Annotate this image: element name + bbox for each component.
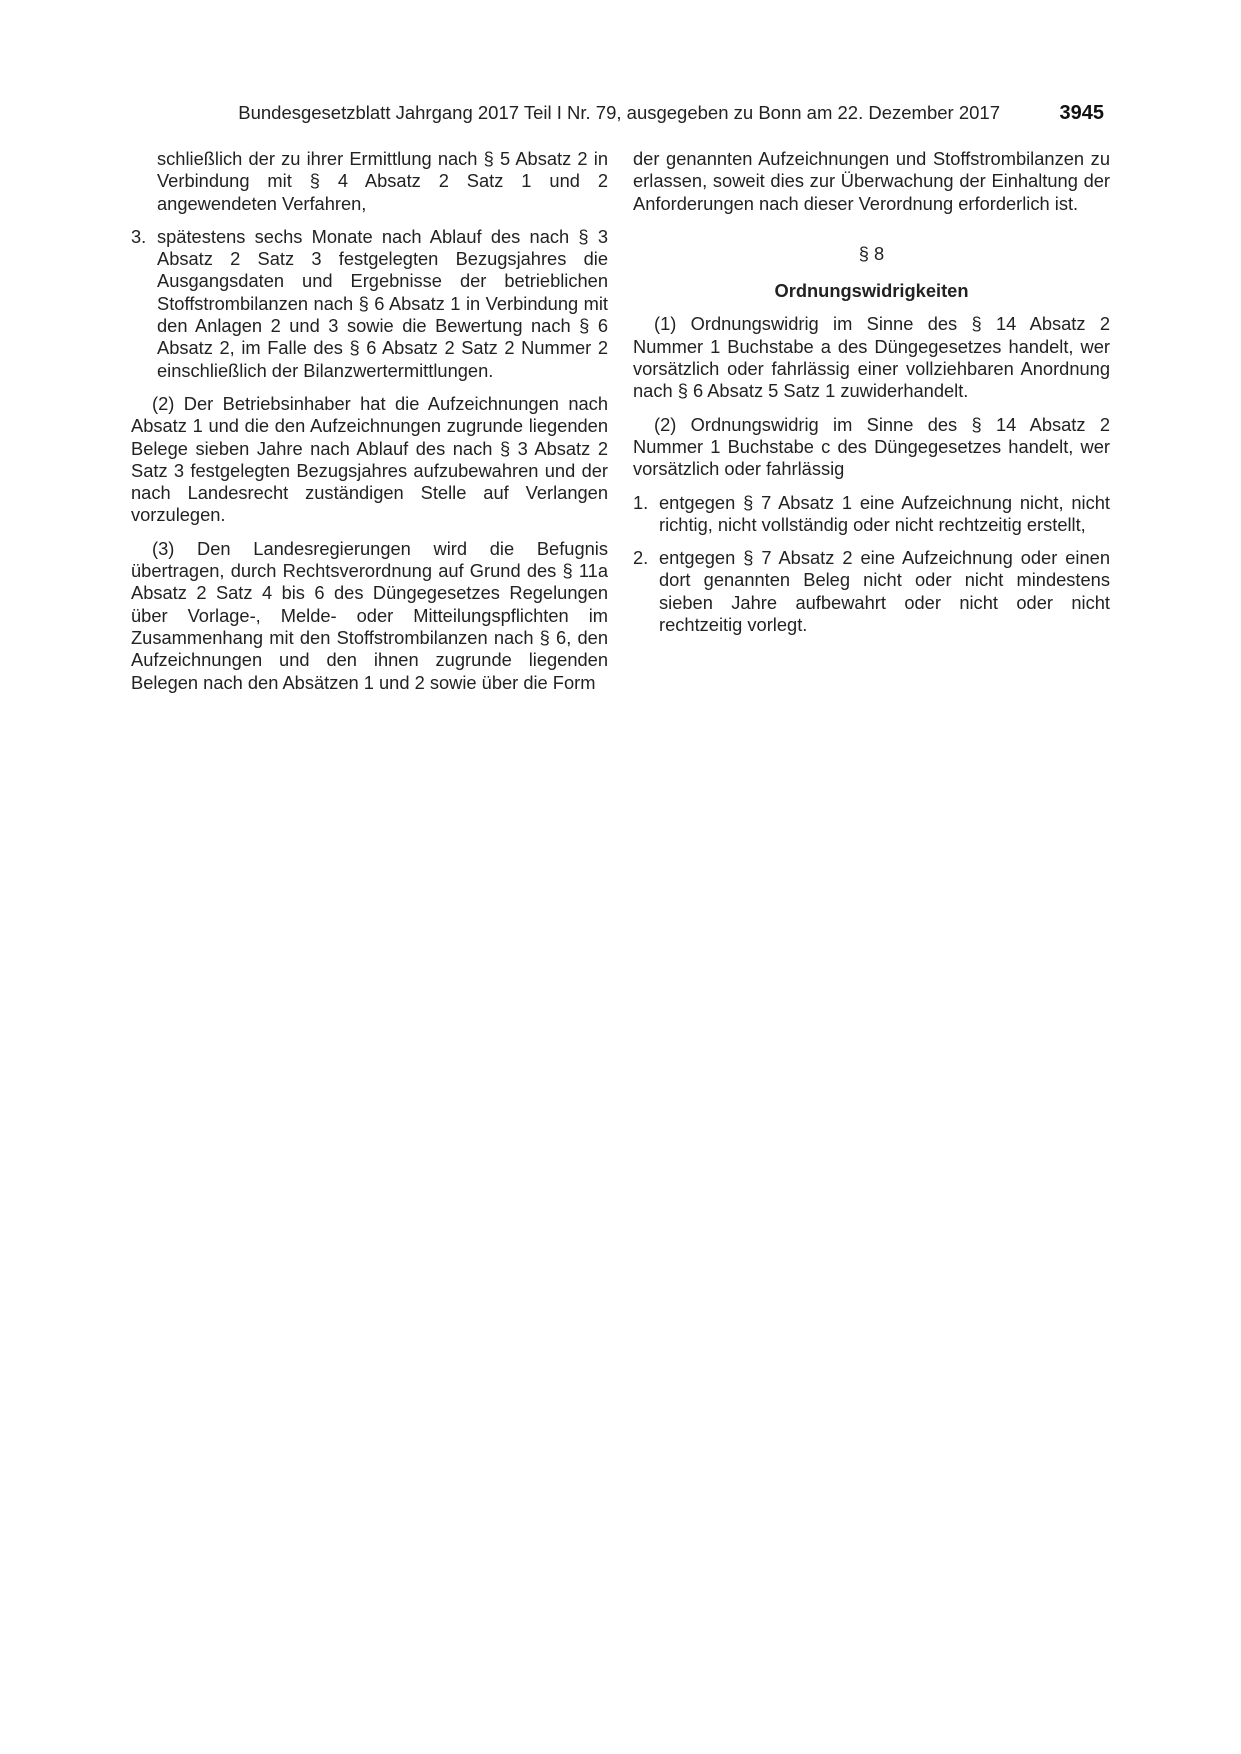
section-heading: Ordnungswidrigkeiten xyxy=(774,280,969,302)
list-item-text: spätestens sechs Monate nach Ablauf des nach § 3 Absatz 2 Satz 3 festgelegten Bezugsjahres die Ausgangsdaten und Ergebnisse der betrieblichen Stoffstrombilanzen nach § 6 Absatz 1 in Verbindung mit den Anlagen 2 und 3 sowie die Bewertung nach § 6 Absatz 2, im Falle des § 6 Absatz 2 Satz 2 Nummer 2 einschließlich der Bilanzwertermittlungen. xyxy=(157,225,608,381)
gazette-title: Bundesgesetzblatt Jahrgang 2017 Teil I Nr. 79, ausgegeben zu Bonn am 22. Dezember 2017 xyxy=(238,102,1000,123)
page-number: 3945 xyxy=(1059,102,1104,124)
paragraph-2: (2) Der Betriebsinhaber hat die Aufzeichnungen nach Absatz 1 und die den Aufzeichnungen zugrunde liegenden Belege sieben Jahre nach Ablauf des nach § 3 Absatz 2 Satz 3 festgelegten Bezugsjahres aufzubewahren und der nach Landesrecht zuständigen Stelle auf Verlangen vorzulegen. xyxy=(131,392,608,526)
paragraph-2: (2) Ordnungswidrig im Sinne des § 14 Absatz 2 Nummer 1 Buchstabe c des Düngegesetzes handelt, wer vorsätzlich oder fahrlässig xyxy=(633,413,1110,480)
right-column xyxy=(633,148,1110,636)
list-item-text: entgegen § 7 Absatz 2 eine Aufzeichnung oder einen dort genannten Beleg nicht oder nicht mindestens sieben Jahre aufbewahrt oder nicht oder nicht rechtzeitig vorlegt. xyxy=(659,547,1110,636)
paragraph-3: (3) Den Landesregierungen wird die Befugnis übertragen, durch Rechtsverordnung auf Grund des § 11a Absatz 2 Satz 4 bis 6 des Düngegesetzes Regelungen über Vorlage-, Melde- oder Mitteilungspflichten im Zusammenhang mit den Stoffstrombilanzen nach § 6, den Aufzeichnungen und den ihnen zugrunde liegenden Belegen nach den Absätzen 1 und 2 sowie über die Form xyxy=(131,537,608,693)
list-item-number: 3. xyxy=(131,225,147,247)
section-number: § 8 xyxy=(858,242,885,264)
page-header xyxy=(0,100,1241,126)
list-item-2 xyxy=(633,547,1110,636)
list-item-number: 2. xyxy=(633,547,649,569)
paragraph-1: (1) Ordnungswidrig im Sinne des § 14 Absatz 2 Nummer 1 Buchstabe a des Düngegesetzes handelt, wer vorsätzlich oder fahrlässig einer vollziehbaren Anordnung nach § 6 Absatz 5 Satz 1 zuwiderhandelt. xyxy=(633,313,1110,402)
list-item-3 xyxy=(131,226,608,382)
list-item-text: entgegen § 7 Absatz 1 eine Aufzeichnung nicht, nicht richtig, nicht vollständig oder nicht rechtzeitig erstellt, xyxy=(659,491,1110,535)
list-item-number: 1. xyxy=(633,491,649,513)
list-item-1 xyxy=(633,492,1110,537)
paragraph-continuation: der genannten Aufzeichnungen und Stoffstrombilanzen zu erlassen, soweit dies zur Überwachung der Einhaltung der Anforderungen nach dieser Verordnung erforderlich ist. xyxy=(633,148,1110,214)
left-column xyxy=(131,148,608,694)
list-item-continuation: schließlich der zu ihrer Ermittlung nach § 5 Absatz 2 in Verbindung mit § 4 Absatz 2 Satz 1 und 2 angewendeten Verfahren, xyxy=(157,148,608,214)
